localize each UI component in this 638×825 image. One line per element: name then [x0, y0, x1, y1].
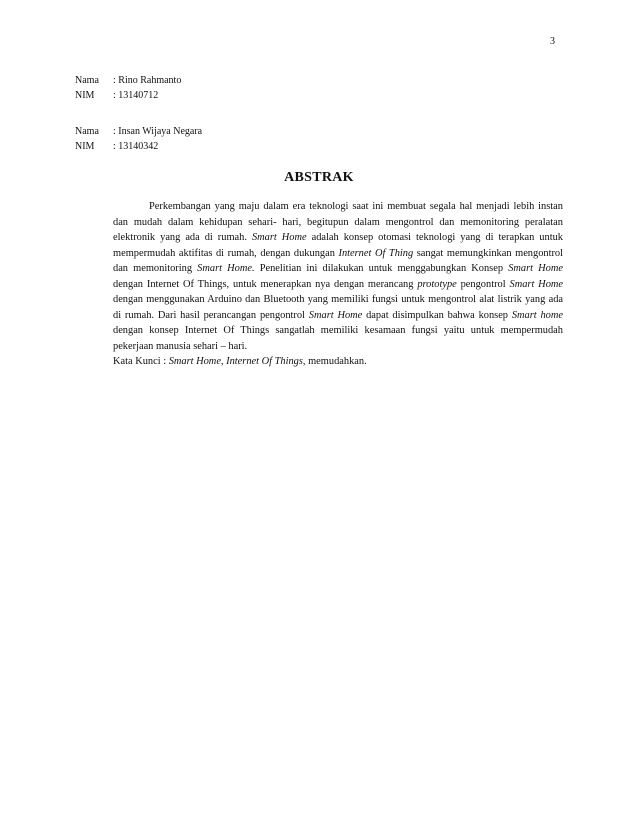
term-smart-home: Smart Home [509, 278, 563, 290]
author-name-row [75, 73, 181, 88]
nim-label: NIM [75, 90, 95, 101]
term-smart-home: Smart Home [251, 232, 307, 243]
keywords-label: Kata Kunci : [113, 356, 169, 367]
text-run: dengan konsep Internet Of Things sangatlah memiliki kesamaan fungsi yaitu untuk mempermudah pekerjaan manusia sehari – hari. [113, 325, 563, 352]
author-id-row [75, 88, 181, 103]
text-run: Penelitian ini dilakukan untuk menggabungkan Konsep [254, 263, 509, 274]
text-run: adalah konsep otomasi teknologi yang di terapkan untuk mempermudah aktifitas di rumah, dengan dukungan [113, 232, 563, 259]
author-name: : Insan Wijaya Negara [113, 126, 203, 137]
nim-label: NIM [75, 141, 95, 152]
term-smart-home: Smart Home. [197, 263, 255, 274]
abstract-paragraph [113, 199, 563, 354]
term-prototype: prototype [417, 278, 457, 290]
author-nim: : 13140712 [113, 90, 159, 101]
keywords-line [113, 354, 563, 370]
text-run: dengan menggunakan Arduino dan Bluetooth yang memiliki fungsi untuk mengontrol alat listrik yang ada di rumah. Dari hasil perancangan pengontrol [113, 294, 563, 321]
author-nim: : 13140342 [113, 141, 159, 152]
text-run: dengan Internet Of Things, untuk menerapkan nya dengan merancang [113, 278, 418, 290]
abstract-title: ABSTRAK [284, 170, 354, 185]
term-smart-home: Smart Home [308, 309, 363, 321]
page-number: 3 [550, 36, 555, 47]
keywords-tail: , memudahkan. [302, 356, 367, 367]
author-block-2 [75, 124, 202, 154]
term-internet-of-thing: Internet Of Thing [338, 247, 414, 259]
text-run: pengontrol [456, 278, 510, 290]
text-run: sangat memungkinkan mengontrol dan memonitoring [113, 247, 564, 274]
author-block-1 [75, 73, 181, 103]
author-name-row [75, 124, 202, 139]
text-run: dapat disimpulkan bahwa konsep [362, 309, 512, 321]
author-id-row [75, 139, 202, 154]
text-run: Perkembangan yang maju dalam era teknologi saat ini membuat segala hal menjadi lebih instan dan mudah dalam kehidupan sehari- hari, begitupun dalam mengontrol dan memonitoring peralatan elektronik yang ada di rumah. [113, 201, 563, 243]
author-name: : Rino Rahmanto [113, 75, 182, 86]
keywords-terms: Smart Home, Internet Of Things [168, 356, 303, 367]
name-label: Nama [75, 75, 99, 86]
term-smart-home: Smart home [511, 309, 563, 321]
term-smart-home: Smart Home [508, 263, 563, 274]
abstract-body [113, 199, 563, 370]
name-label: Nama [75, 126, 99, 137]
